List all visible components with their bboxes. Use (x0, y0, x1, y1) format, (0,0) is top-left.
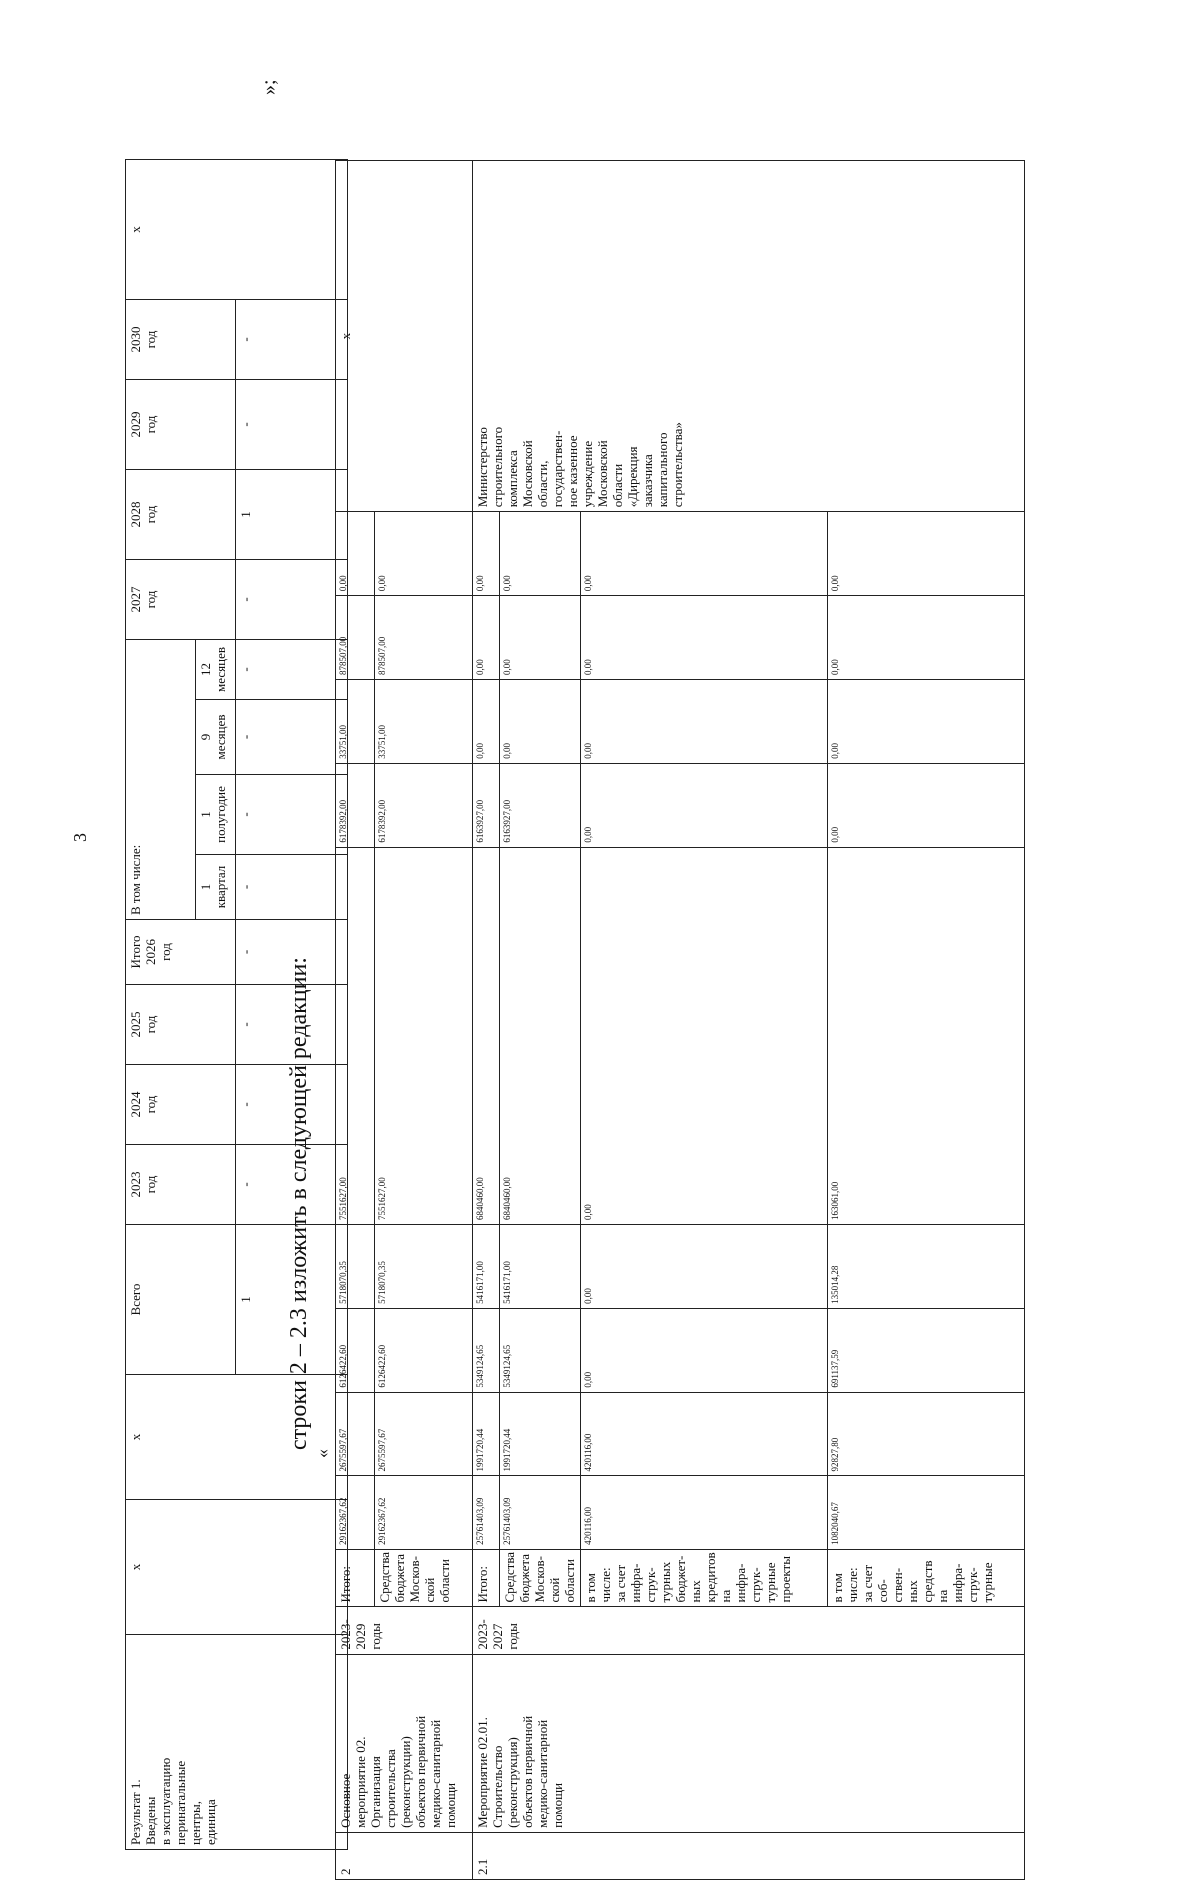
result-label: Результат 1. Введены в эксплуатацию перинатальные центры, единица (126, 1635, 348, 1850)
amount-cell: 2675597,67 (374, 1392, 473, 1476)
amount-cell: 6840460,00 (499, 847, 580, 1224)
amount-cell: 0,00 (827, 512, 1024, 596)
amount-cell: 0,00 (336, 512, 375, 596)
funding-source: Средства бюджета Москов- ской области (374, 1549, 473, 1607)
amount-cell: 6126422,60 (374, 1308, 473, 1392)
amount-cell: 29162367,62 (374, 1476, 473, 1549)
amount-cell: 0,00 (581, 1224, 827, 1308)
total-value: 1 (236, 1225, 348, 1375)
amount-cell: 0,00 (499, 679, 580, 763)
amount-cell: 878507,00 (336, 596, 375, 680)
amount-cell: 5349124,65 (499, 1308, 580, 1392)
year-value: - (236, 299, 348, 379)
x-cell: x (126, 159, 348, 299)
total-label: Итого: (473, 1549, 499, 1607)
year-header: 2024 год (126, 1065, 236, 1145)
row-number: 2 (336, 1832, 473, 1879)
x-cell: x (126, 1500, 348, 1635)
top-table-wrapper (125, 159, 348, 1850)
closing-quote: »; (258, 79, 280, 95)
amount-cell: 420116,00 (581, 1476, 827, 1549)
amount-cell: 0,00 (581, 763, 827, 847)
amount-cell: 0,00 (499, 512, 580, 596)
quarter-value: - (236, 639, 348, 699)
year-value: - (236, 1065, 348, 1145)
bottom-table-wrapper (335, 160, 1025, 1880)
year-value: - (236, 985, 348, 1065)
amount-cell: 691137,59 (827, 1308, 1024, 1392)
in-total-header: В том числе: (126, 639, 196, 919)
amount-cell: 0,00 (581, 512, 827, 596)
opening-quote: « (312, 1449, 332, 1458)
amount-cell: 1991720,44 (473, 1392, 499, 1476)
amount-cell: 1082040,67 (827, 1476, 1024, 1549)
year-value: 1 (236, 469, 348, 559)
amount-cell: 6163927,00 (499, 763, 580, 847)
year-header: 2025 год (126, 985, 236, 1065)
amount-cell: 0,00 (827, 763, 1024, 847)
amount-cell: 0,00 (581, 1308, 827, 1392)
amount-cell: 2675597,67 (336, 1392, 375, 1476)
amount-cell: 5416171,00 (473, 1224, 499, 1308)
section-heading: строки 2 – 2.3 изложить в следующей редакции: (286, 957, 312, 1450)
quarter-value: - (236, 700, 348, 775)
amount-cell: 0,00 (827, 679, 1024, 763)
amount-cell: 25761403,09 (499, 1476, 580, 1549)
year-value: - (236, 1145, 348, 1225)
amount-cell: 29162367,62 (336, 1476, 375, 1549)
year-header: Итого 2026 год (126, 920, 236, 985)
amount-cell: 6126422,60 (336, 1308, 375, 1392)
amount-cell: 5416171,00 (499, 1224, 580, 1308)
amount-cell: 0,00 (374, 512, 473, 596)
amount-cell: 135014,28 (827, 1224, 1024, 1308)
amount-cell: 1991720,44 (499, 1392, 580, 1476)
year-value: - (236, 559, 348, 639)
amount-cell: 5718070,35 (336, 1224, 375, 1308)
amount-cell: 92827,80 (827, 1392, 1024, 1476)
row-number: 2.1 (473, 1832, 1025, 1879)
responsible-cell: Министерство строительного комплекса Московской области, государствен- ное казенное учреждение Московской области «Дирекция заказчика капитального строительства» (473, 161, 1025, 512)
page-number: 3 (70, 833, 90, 842)
activity-period: 2023- 2029 годы (336, 1607, 473, 1654)
total-label: Итого: (336, 1549, 375, 1607)
amount-cell: 5718070,35 (374, 1224, 473, 1308)
amount-cell: 420116,00 (581, 1392, 827, 1476)
amount-cell: 6178392,00 (336, 763, 375, 847)
year-value: - (236, 920, 348, 985)
amount-cell: 163061,00 (827, 847, 1024, 1224)
year-value: - (236, 379, 348, 469)
quarter-value: - (236, 855, 348, 920)
quarter-header: 12 месяцев (196, 639, 236, 699)
amount-cell: 0,00 (499, 596, 580, 680)
amount-cell: 6178392,00 (374, 763, 473, 847)
amount-cell: 0,00 (473, 679, 499, 763)
amount-cell: 33751,00 (336, 679, 375, 763)
activity-name: Мероприятие 02.01. Строительство (реконструкция) объектов первичной медико-санитарной помощи (473, 1654, 1025, 1832)
amount-cell: 0,00 (581, 679, 827, 763)
year-header: 2030 год (126, 299, 236, 379)
amount-cell: 7551627,00 (374, 847, 473, 1224)
result-table (125, 159, 348, 1850)
year-header: 2027 год (126, 559, 236, 639)
total-header: Всего (126, 1225, 236, 1375)
quarter-value: - (236, 775, 348, 855)
amount-cell: 5349124,65 (473, 1308, 499, 1392)
amount-cell: 25761403,09 (473, 1476, 499, 1549)
amount-cell: 0,00 (827, 596, 1024, 680)
quarter-header: 1 полугодие (196, 775, 236, 855)
amount-cell: 7551627,00 (336, 847, 375, 1224)
funding-subsource: в том числе: за счет соб- ствен- ных средств на инфра- струк- турные (827, 1549, 1024, 1607)
year-header: 2029 год (126, 379, 236, 469)
amount-cell: 6163927,00 (473, 763, 499, 847)
amount-cell: 6840460,00 (473, 847, 499, 1224)
amount-cell: 878507,00 (374, 596, 473, 680)
amount-cell: 0,00 (473, 596, 499, 680)
responsible-cell: x (336, 161, 473, 512)
amount-cell: 0,00 (581, 847, 827, 1224)
amount-cell: 0,00 (581, 596, 827, 680)
activities-table (335, 160, 1025, 1880)
activity-period: 2023- 2027 годы (473, 1607, 1025, 1654)
year-header: 2023 год (126, 1145, 236, 1225)
year-header: 2028 год (126, 469, 236, 559)
x-cell: x (126, 1375, 348, 1500)
activity-name: Основное мероприятие 02. Организация строительства (реконструкции) объектов первичной медико-санитарной помощи (336, 1654, 473, 1832)
amount-cell: 0,00 (473, 512, 499, 596)
quarter-header: 9 месяцев (196, 700, 236, 775)
quarter-header: 1 квартал (196, 855, 236, 920)
amount-cell: 33751,00 (374, 679, 473, 763)
funding-subsource: в том числе: за счет инфра- струк- турных бюджет- ных кредитов на инфра- струк- турные проекты (581, 1549, 827, 1607)
funding-source: Средства бюджета Москов- ской области (499, 1549, 580, 1607)
